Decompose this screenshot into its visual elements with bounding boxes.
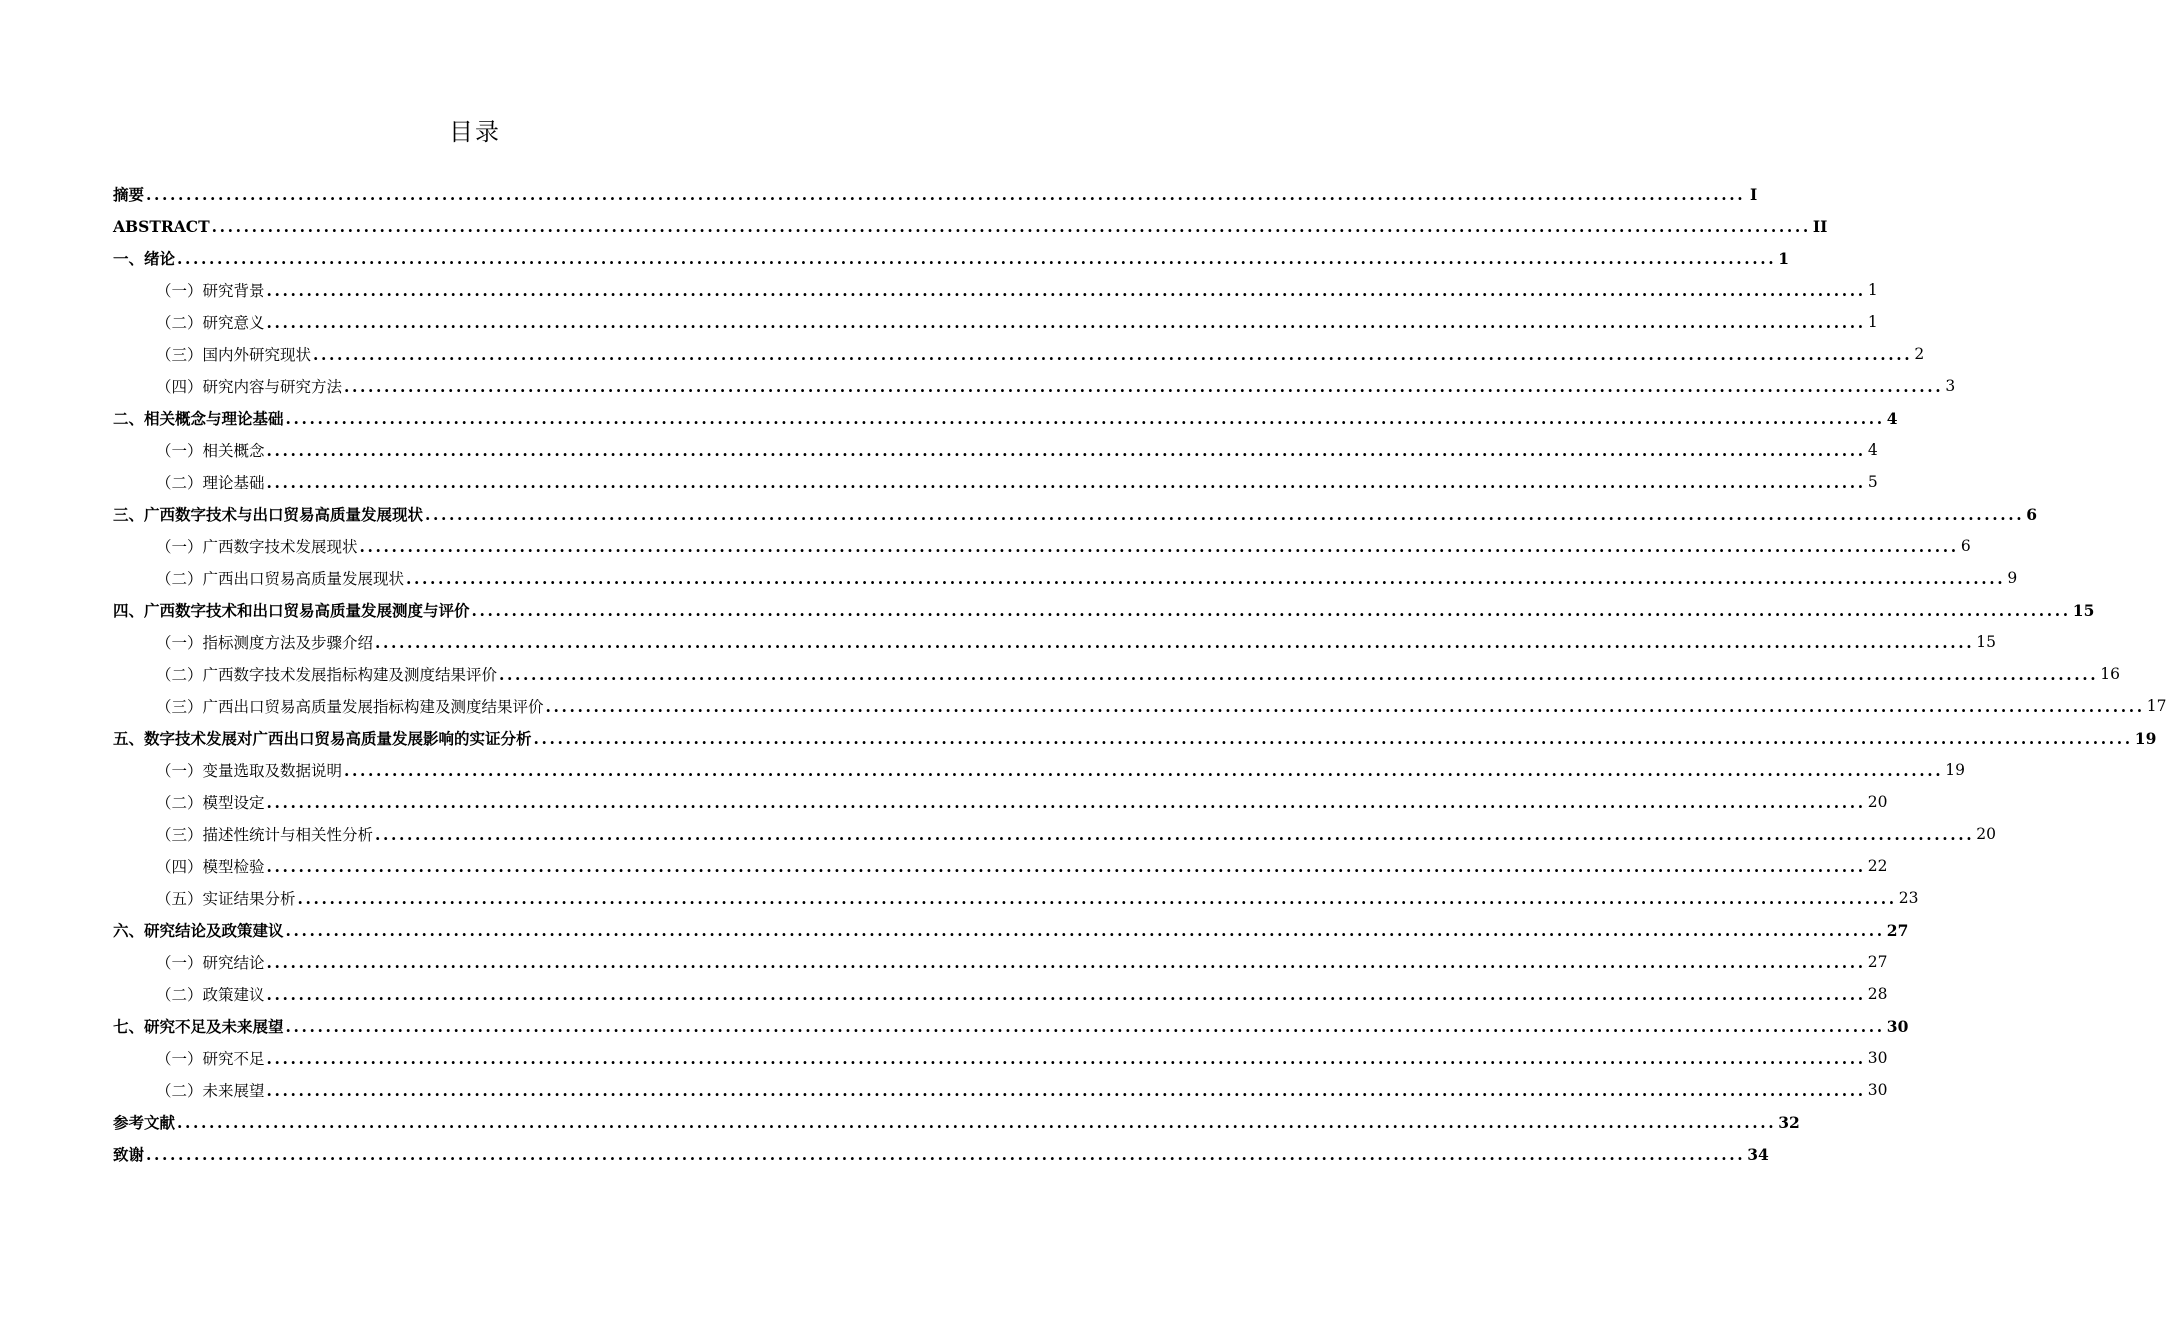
- toc-dot-leader: ........................................................................................................................................................................................................: [285, 1016, 1885, 1036]
- toc-dot-leader: ........................................................................................................................................................................................................: [359, 536, 1959, 556]
- toc-page-number: 28: [1867, 985, 1888, 1003]
- toc-chapter-entry[interactable]: [113, 1106, 1800, 1138]
- toc-entry-number: （一）: [156, 538, 203, 556]
- toc-section-entry[interactable]: [113, 946, 1888, 978]
- toc-entry-number: （二）: [156, 474, 203, 492]
- toc-section-entry[interactable]: [113, 850, 1888, 882]
- toc-entry-number: （四）: [156, 858, 203, 876]
- toc-entry-number: （一）: [156, 1050, 203, 1068]
- toc-entry-number: （二）: [156, 794, 203, 812]
- toc-dot-leader: ........................................................................................................................................................................................................: [533, 728, 2133, 748]
- toc-page-number: 16: [2100, 665, 2121, 683]
- toc-entry-label: 研究结论及政策建议: [144, 921, 284, 940]
- toc-page-number: 6: [1960, 537, 1971, 555]
- toc-page-number: 30: [1867, 1049, 1888, 1067]
- toc-dot-leader: ........................................................................................................................................................................................................: [406, 568, 2006, 588]
- toc-dot-leader: ........................................................................................................................................................................................................: [297, 888, 1897, 908]
- toc-entry-number: （一）: [156, 442, 203, 460]
- toc-chapter-entry[interactable]: [113, 498, 2038, 530]
- toc-section-entry[interactable]: [113, 1074, 1888, 1106]
- toc-dot-leader: ........................................................................................................................................................................................................: [211, 216, 1811, 236]
- toc-entry-label: 模型检验: [202, 858, 265, 876]
- toc-entry-number: 一、: [113, 249, 145, 268]
- toc-chapter-entry[interactable]: [113, 722, 2157, 754]
- toc-section-entry[interactable]: [113, 306, 1878, 338]
- toc-entry-label: 国内外研究现状: [202, 346, 312, 364]
- toc-entry-label: 相关概念与理论基础: [144, 409, 284, 428]
- toc-entry-label: 实证结果分析: [202, 890, 296, 908]
- toc-page-number: 9: [2007, 569, 2018, 587]
- toc-page-number: 1: [1867, 313, 1878, 331]
- toc-entry-label: 政策建议: [202, 986, 265, 1004]
- toc-section-entry[interactable]: [113, 338, 1925, 370]
- toc-section-entry[interactable]: [113, 818, 1997, 850]
- toc-section-entry[interactable]: [113, 626, 1997, 658]
- toc-entry-number: 三、: [113, 505, 145, 524]
- toc-chapter-entry[interactable]: [113, 210, 1828, 242]
- toc-entry-label: 绪论: [144, 249, 176, 268]
- toc-chapter-entry[interactable]: [113, 242, 1790, 274]
- toc-page-number: 2: [1914, 345, 1925, 363]
- toc-section-entry[interactable]: [113, 978, 1888, 1010]
- toc-entry-label: 数字技术发展对广西出口贸易高质量发展影响的实证分析: [144, 729, 532, 748]
- toc-entry-label: 研究不足及未来展望: [144, 1017, 284, 1036]
- toc-entry-label: 研究不足: [202, 1050, 265, 1068]
- toc-section-entry[interactable]: [113, 882, 1919, 914]
- toc-dot-leader: ........................................................................................................................................................................................................: [266, 1048, 1866, 1068]
- toc-entry-label: 研究内容与研究方法: [202, 378, 343, 396]
- toc-page-number: 3: [1945, 377, 1956, 395]
- toc-section-entry[interactable]: [113, 786, 1888, 818]
- toc-page-number: II: [1812, 216, 1828, 236]
- toc-page-number: 15: [2072, 600, 2095, 620]
- toc-section-entry[interactable]: [113, 1042, 1888, 1074]
- toc-page-number: 17: [2146, 697, 2167, 715]
- toc-entry-number: （四）: [156, 378, 203, 396]
- toc-entry-number: （二）: [156, 666, 203, 684]
- toc-entry-label: 广西数字技术发展现状: [202, 538, 358, 556]
- toc-page-number: 30: [1886, 1016, 1909, 1036]
- toc-chapter-entry[interactable]: [113, 1138, 1769, 1170]
- toc-section-entry[interactable]: [113, 274, 1878, 306]
- toc-dot-leader: ........................................................................................................................................................................................................: [177, 248, 1777, 268]
- toc-entry-number: （一）: [156, 762, 203, 780]
- toc-entry-number: （一）: [156, 954, 203, 972]
- toc-entry-number: 六、: [113, 921, 145, 940]
- toc-dot-leader: ........................................................................................................................................................................................................: [266, 280, 1866, 300]
- toc-section-entry[interactable]: [113, 754, 1966, 786]
- toc-entry-label: ABSTRACT: [113, 216, 210, 236]
- toc-section-entry[interactable]: [113, 434, 1878, 466]
- toc-dot-leader: ........................................................................................................................................................................................................: [285, 920, 1885, 940]
- toc-page-number: 4: [1867, 441, 1878, 459]
- toc-section-entry[interactable]: [113, 370, 1956, 402]
- toc-chapter-entry[interactable]: [113, 402, 1898, 434]
- toc-page-number: 22: [1867, 857, 1888, 875]
- toc-dot-leader: ........................................................................................................................................................................................................: [285, 408, 1885, 428]
- toc-entry-label: 广西数字技术与出口贸易高质量发展现状: [144, 505, 424, 524]
- toc-entry-label: 研究背景: [202, 282, 265, 300]
- toc-dot-leader: ........................................................................................................................................................................................................: [344, 760, 1944, 780]
- toc-entry-number: （一）: [156, 282, 203, 300]
- toc-dot-leader: ........................................................................................................................................................................................................: [344, 376, 1944, 396]
- toc-chapter-entry[interactable]: [113, 1010, 1909, 1042]
- toc-page-number: 1: [1867, 281, 1878, 299]
- toc-page-number: 27: [1867, 953, 1888, 971]
- toc-section-entry[interactable]: [113, 562, 2018, 594]
- toc-dot-leader: ........................................................................................................................................................................................................: [266, 440, 1866, 460]
- toc-dot-leader: ........................................................................................................................................................................................................: [266, 984, 1866, 1004]
- toc-dot-leader: ........................................................................................................................................................................................................: [266, 792, 1866, 812]
- toc-section-entry[interactable]: [113, 658, 2121, 690]
- toc-page-number: 1: [1778, 248, 1790, 268]
- toc-dot-leader: ........................................................................................................................................................................................................: [266, 952, 1866, 972]
- toc-entry-label: 摘要: [113, 185, 145, 204]
- toc-entry-number: （三）: [156, 698, 203, 716]
- toc-dot-leader: ........................................................................................................................................................................................................: [146, 184, 1746, 204]
- toc-entry-number: （二）: [156, 314, 203, 332]
- toc-entry-number: （二）: [156, 986, 203, 1004]
- toc-dot-leader: ........................................................................................................................................................................................................: [375, 824, 1975, 844]
- toc-entry-label: 理论基础: [202, 474, 265, 492]
- toc-page-number: 23: [1898, 889, 1919, 907]
- toc-entry-label: 变量选取及数据说明: [202, 762, 343, 780]
- toc-dot-leader: ........................................................................................................................................................................................................: [375, 632, 1975, 652]
- toc-entry-label: 参考文献: [113, 1113, 176, 1132]
- toc-entry-number: 七、: [113, 1017, 145, 1036]
- toc-entry-number: 四、: [113, 601, 145, 620]
- toc-page-number: 5: [1867, 473, 1878, 491]
- toc-entry-label: 未来展望: [202, 1082, 265, 1100]
- toc-dot-leader: ........................................................................................................................................................................................................: [545, 696, 2145, 716]
- toc-page-number: 6: [2026, 504, 2038, 524]
- toc-section-entry[interactable]: [113, 466, 1878, 498]
- toc-entry-number: 五、: [113, 729, 145, 748]
- toc-entry-label: 研究结论: [202, 954, 265, 972]
- toc-entry-number: （一）: [156, 634, 203, 652]
- toc-page-number: 19: [1945, 761, 1966, 779]
- toc-dot-leader: ........................................................................................................................................................................................................: [471, 600, 2071, 620]
- toc-dot-leader: ........................................................................................................................................................................................................: [425, 504, 2025, 524]
- toc-entry-number: （二）: [156, 1082, 203, 1100]
- toc-dot-leader: ........................................................................................................................................................................................................: [266, 312, 1866, 332]
- toc-entry-label: 广西出口贸易高质量发展现状: [202, 570, 405, 588]
- toc-page-number: 15: [1976, 633, 1997, 651]
- toc-entry-label: 模型设定: [202, 794, 265, 812]
- toc-dot-leader: ........................................................................................................................................................................................................: [313, 344, 1913, 364]
- toc-entry-label: 广西数字技术和出口贸易高质量发展测度与评价: [144, 601, 470, 620]
- toc-entry-number: 二、: [113, 409, 145, 428]
- toc-page-number: 4: [1886, 408, 1898, 428]
- toc-page-number: 34: [1747, 1144, 1769, 1164]
- toc-dot-leader: ........................................................................................................................................................................................................: [266, 1080, 1866, 1100]
- toc-chapter-entry[interactable]: [113, 594, 2095, 626]
- toc-dot-leader: ........................................................................................................................................................................................................: [177, 1112, 1777, 1132]
- toc-entry-label: 指标测度方法及步骤介绍: [202, 634, 374, 652]
- table-of-contents: [113, 178, 2167, 1170]
- toc-page-number: 19: [2134, 728, 2157, 748]
- toc-entry-label: 广西数字技术发展指标构建及测度结果评价: [202, 666, 498, 684]
- toc-entry-label: 致谢: [113, 1145, 145, 1164]
- toc-section-entry[interactable]: [113, 530, 1971, 562]
- toc-section-entry[interactable]: [113, 690, 2167, 722]
- toc-entry-label: 描述性统计与相关性分析: [202, 826, 374, 844]
- page-title: 目录: [449, 118, 501, 146]
- toc-page-number: 30: [1867, 1081, 1888, 1099]
- toc-page-number: I: [1750, 184, 1758, 204]
- toc-page-number: 27: [1886, 920, 1909, 940]
- toc-page-number: 20: [1976, 825, 1997, 843]
- toc-dot-leader: ........................................................................................................................................................................................................: [499, 664, 2099, 684]
- toc-page-number: 32: [1778, 1112, 1800, 1132]
- toc-entry-number: （三）: [156, 346, 203, 364]
- toc-entry-number: （三）: [156, 826, 203, 844]
- toc-page-number: 20: [1867, 793, 1888, 811]
- toc-entry-label: 相关概念: [202, 442, 265, 460]
- toc-entry-label: 研究意义: [202, 314, 265, 332]
- toc-chapter-entry[interactable]: [113, 914, 1909, 946]
- toc-chapter-entry[interactable]: [113, 178, 1758, 210]
- toc-entry-number: （五）: [156, 890, 203, 908]
- toc-entry-number: （二）: [156, 570, 203, 588]
- toc-dot-leader: ........................................................................................................................................................................................................: [266, 856, 1866, 876]
- toc-dot-leader: ........................................................................................................................................................................................................: [146, 1144, 1746, 1164]
- toc-dot-leader: ........................................................................................................................................................................................................: [266, 472, 1866, 492]
- toc-entry-label: 广西出口贸易高质量发展指标构建及测度结果评价: [202, 698, 544, 716]
